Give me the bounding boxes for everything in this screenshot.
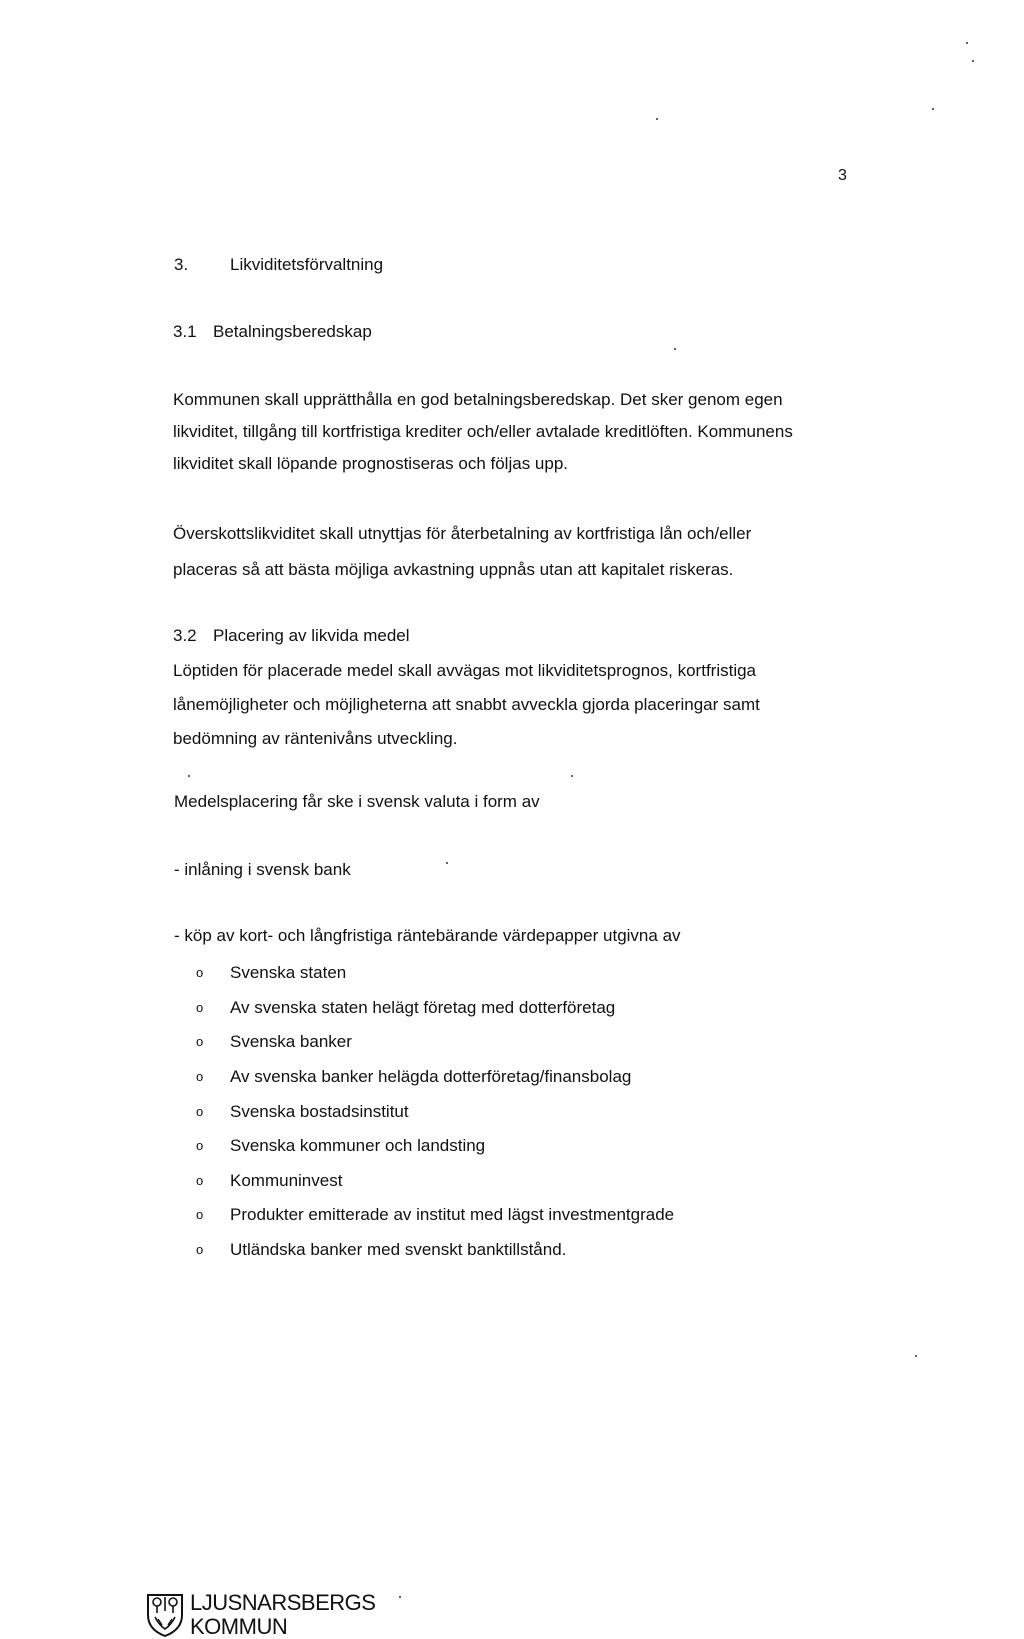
- subsection-heading-3-2: [173, 626, 410, 646]
- issuer-list: [196, 956, 674, 1267]
- subsection-number: 3.2: [173, 626, 197, 645]
- subsection-number: 3.1: [173, 322, 197, 341]
- placement-intro: Medelsplacering får ske i svensk valuta i form av: [174, 792, 540, 811]
- scan-speck: [915, 1355, 917, 1357]
- section-number: 3.: [174, 255, 189, 274]
- list-item: o Kommuninvest: [196, 1164, 674, 1199]
- bullet-icon: o: [196, 1069, 204, 1085]
- scan-speck: [932, 108, 934, 110]
- bullet-icon: o: [196, 1207, 204, 1223]
- logo-wordmark: [190, 1591, 375, 1639]
- paragraph-line: bedömning av räntenivåns utveckling.: [173, 729, 458, 748]
- logo-line-1: LJUSNARSBERGS: [190, 1590, 376, 1615]
- bullet-icon: o: [196, 965, 204, 981]
- bullet-icon: o: [196, 1172, 204, 1188]
- dash-item-inlaning: - inlåning i svensk bank: [174, 860, 351, 879]
- list-item: o Av svenska banker helägda dotterföretag/finansbolag: [196, 1060, 674, 1095]
- municipality-logo: [146, 1591, 375, 1639]
- section-heading: [174, 255, 383, 275]
- list-item: o Svenska banker: [196, 1025, 674, 1060]
- scan-speck: [188, 775, 190, 777]
- subsection-title: Betalningsberedskap: [213, 322, 372, 341]
- scan-speck: [966, 42, 968, 44]
- bullet-icon: o: [196, 1103, 204, 1119]
- scan-speck: [446, 862, 448, 864]
- bullet-icon: o: [196, 1138, 204, 1154]
- bullet-icon: o: [196, 999, 204, 1015]
- paragraph-betalningsberedskap: [173, 384, 853, 480]
- paragraph-line: placeras så att bästa möjliga avkastning uppnås utan att kapitalet riskeras.: [173, 560, 734, 579]
- paragraph-overskottslikviditet: [173, 518, 853, 586]
- paragraph-placering: [173, 654, 853, 756]
- scan-speck: [399, 1596, 401, 1598]
- list-item: o Svenska staten: [196, 956, 674, 991]
- list-item: o Produkter emitterade av institut med lägst investmentgrade: [196, 1198, 674, 1233]
- paragraph-line: likviditet skall löpande prognostiseras och följas upp.: [173, 454, 569, 473]
- list-item: o Svenska kommuner och landsting: [196, 1129, 674, 1164]
- bullet-icon: o: [196, 1034, 204, 1050]
- list-item: o Svenska bostadsinstitut: [196, 1094, 674, 1129]
- paragraph-line: likviditet, tillgång till kortfristiga krediter och/eller avtalade kreditlöften. Kommunens: [173, 422, 793, 441]
- list-item: o Utländska banker med svenskt banktillstånd.: [196, 1233, 674, 1268]
- scan-speck: [972, 60, 974, 62]
- scan-speck: [674, 348, 676, 350]
- bullet-icon: o: [196, 1242, 204, 1258]
- paragraph-line: Löptiden för placerade medel skall avvägas mot likviditetsprognos, kortfristiga: [173, 661, 757, 680]
- coat-of-arms-icon: [146, 1593, 184, 1637]
- subsection-heading-3-1: [173, 322, 372, 342]
- dash-item-vardepapper: - köp av kort- och långfristiga räntebärande värdepapper utgivna av: [174, 926, 681, 945]
- scan-speck: [656, 118, 658, 120]
- paragraph-line: Överskottslikviditet skall utnyttjas för återbetalning av kortfristiga lån och/eller: [173, 524, 752, 543]
- page-number: 3: [838, 167, 847, 184]
- paragraph-line: Kommunen skall upprätthålla en god betalningsberedskap. Det sker genom egen: [173, 390, 783, 409]
- list-item: o Av svenska staten helägt företag med dotterföretag: [196, 991, 674, 1026]
- subsection-title: Placering av likvida medel: [213, 626, 410, 645]
- scan-speck: [571, 775, 573, 777]
- paragraph-line: lånemöjligheter och möjligheterna att snabbt avveckla gjorda placeringar samt: [173, 695, 760, 714]
- section-title: Likviditetsförvaltning: [230, 255, 384, 274]
- logo-line-2: KOMMUN: [190, 1614, 288, 1639]
